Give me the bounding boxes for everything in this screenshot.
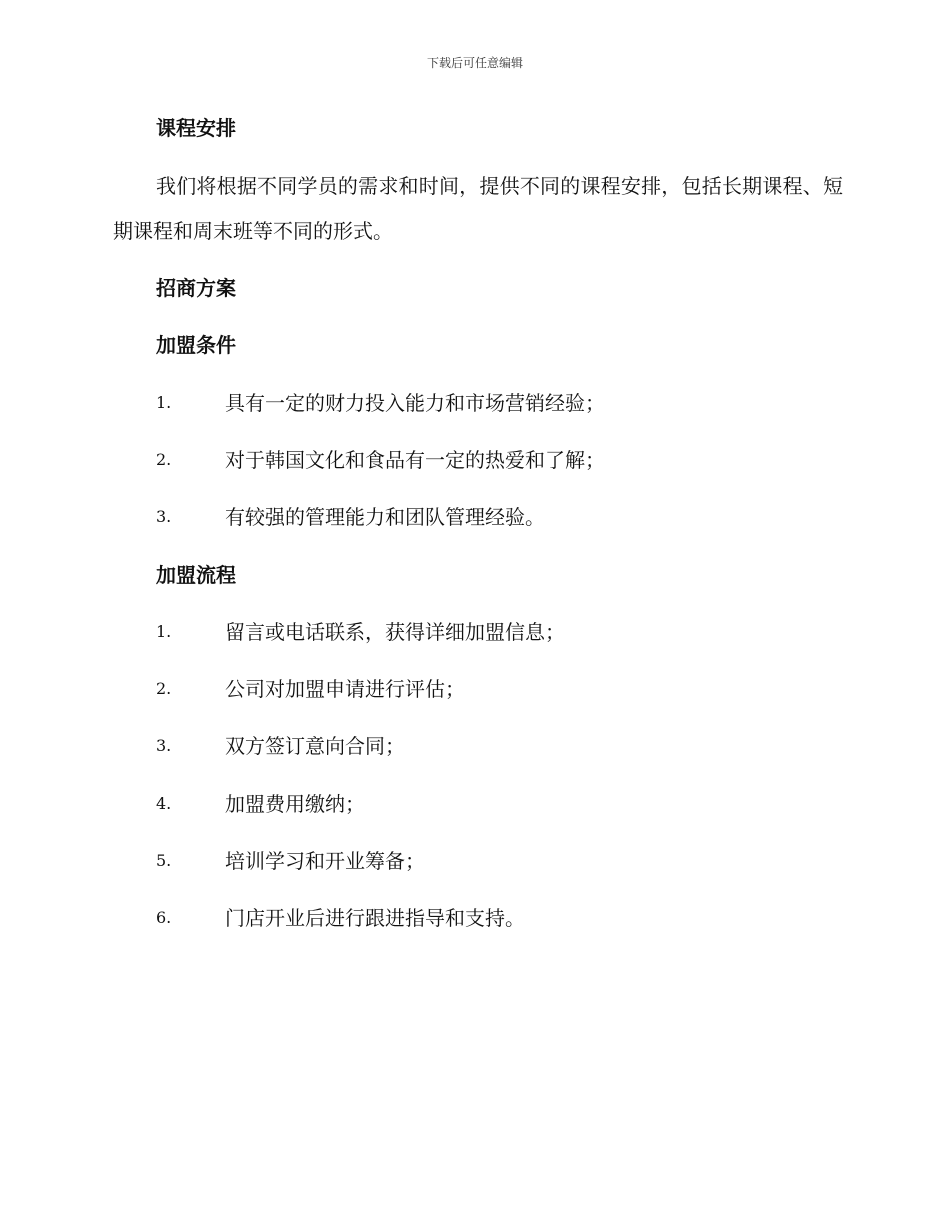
- list-text: 双方签订意向合同；: [225, 734, 405, 758]
- page-header: 下载后可任意编辑: [426, 56, 523, 70]
- list-number: 3.: [156, 507, 172, 526]
- list-text: 对于韩国文化和食品有一定的热爱和了解；: [225, 448, 605, 472]
- list-text: 留言或电话联系，获得详细加盟信息；: [225, 620, 565, 644]
- list-number: 6.: [156, 908, 172, 927]
- list-text: 培训学习和开业筹备；: [225, 849, 425, 873]
- list-number: 3.: [156, 736, 172, 755]
- list-number: 2.: [156, 450, 172, 469]
- course-heading: 课程安排: [156, 116, 236, 140]
- list-number: 1.: [156, 622, 172, 641]
- list-number: 1.: [156, 393, 172, 412]
- list-text: 加盟费用缴纳；: [225, 792, 365, 816]
- conditions-heading: 加盟条件: [156, 333, 236, 357]
- process-heading: 加盟流程: [156, 563, 236, 587]
- course-paragraph: 我们将根据不同学员的需求和时间，提供不同的课程安排，包括长期课程、短期课程和周末班等不同的形式。: [113, 174, 843, 243]
- list-text: 有较强的管理能力和团队管理经验。: [225, 505, 545, 529]
- list-number: 5.: [156, 851, 172, 870]
- list-text: 具有一定的财力投入能力和市场营销经验；: [225, 391, 605, 415]
- list-text: 公司对加盟申请进行评估；: [225, 677, 465, 701]
- list-number: 2.: [156, 679, 172, 698]
- list-number: 4.: [156, 794, 172, 813]
- investment-heading: 招商方案: [156, 276, 236, 300]
- list-text: 门店开业后进行跟进指导和支持。: [225, 906, 525, 930]
